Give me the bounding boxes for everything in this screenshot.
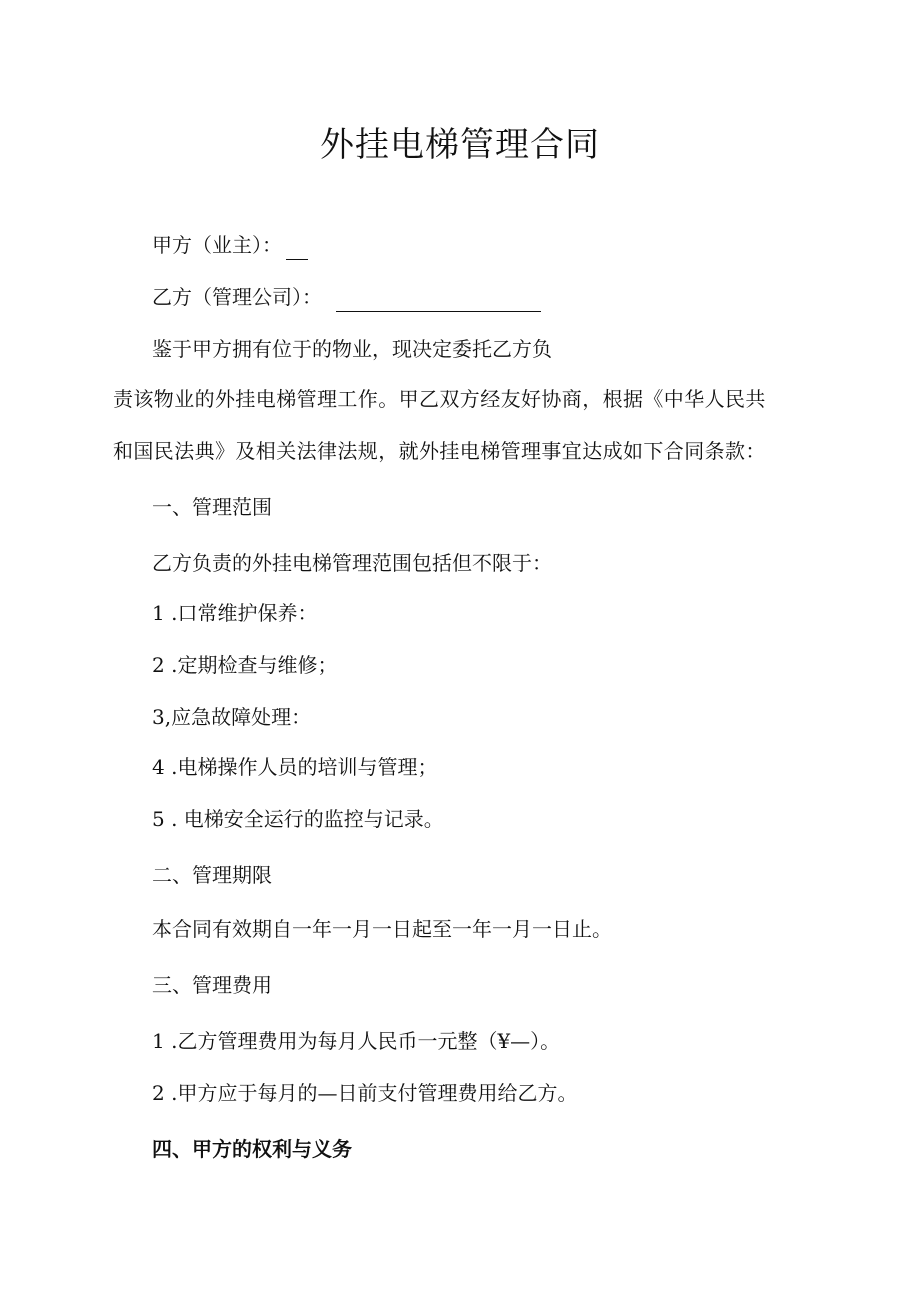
party-a-line [152,230,308,260]
section-1-intro: 乙方负责的外挂电梯管理范围包括但不限于： [152,551,552,575]
section-3-item: 1 .乙方管理费用为每月人民币一元整（¥—）。 [152,1029,561,1053]
party-b-blank [336,289,541,312]
party-b-line [152,282,541,312]
section-1-item: 3,应急故障处理： [152,705,312,729]
section-3-heading: 三、管理费用 [152,973,272,997]
section-4-heading: 四、甲方的权利与义务 [152,1137,352,1161]
section-1-item: 1 .口常维护保养： [152,601,318,625]
page-title: 外挂电梯管理合同 [320,125,600,165]
section-1-item: 5 . 电梯安全运行的监控与记录。 [152,807,444,831]
section-3-item: 2 .甲方应于每月的—日前支付管理费用给乙方。 [152,1081,578,1105]
section-2-heading: 二、管理期限 [152,863,272,887]
party-b-label: 乙方（管理公司）： [152,285,322,309]
section-1-item: 2 .定期检查与维修； [152,653,338,677]
party-a-label: 甲方（业主）： [152,233,282,257]
preamble-line-2: 责该物业的外挂电梯管理工作。甲乙双方经友好协商，根据《中华人民共 [113,387,766,411]
party-a-blank [286,237,308,260]
preamble-line-1: 鉴于甲方拥有位于的物业，现决定委托乙方负 [152,337,552,361]
section-1-item: 4 .电梯操作人员的培训与管理； [152,755,438,779]
section-2-text: 本合同有效期自一年一月一日起至一年一月一日止。 [152,917,612,941]
section-1-heading: 一、管理范围 [152,495,272,519]
preamble-line-3: 和国民法典》及相关法律法规，就外挂电梯管理事宜达成如下合同条款： [113,439,766,463]
